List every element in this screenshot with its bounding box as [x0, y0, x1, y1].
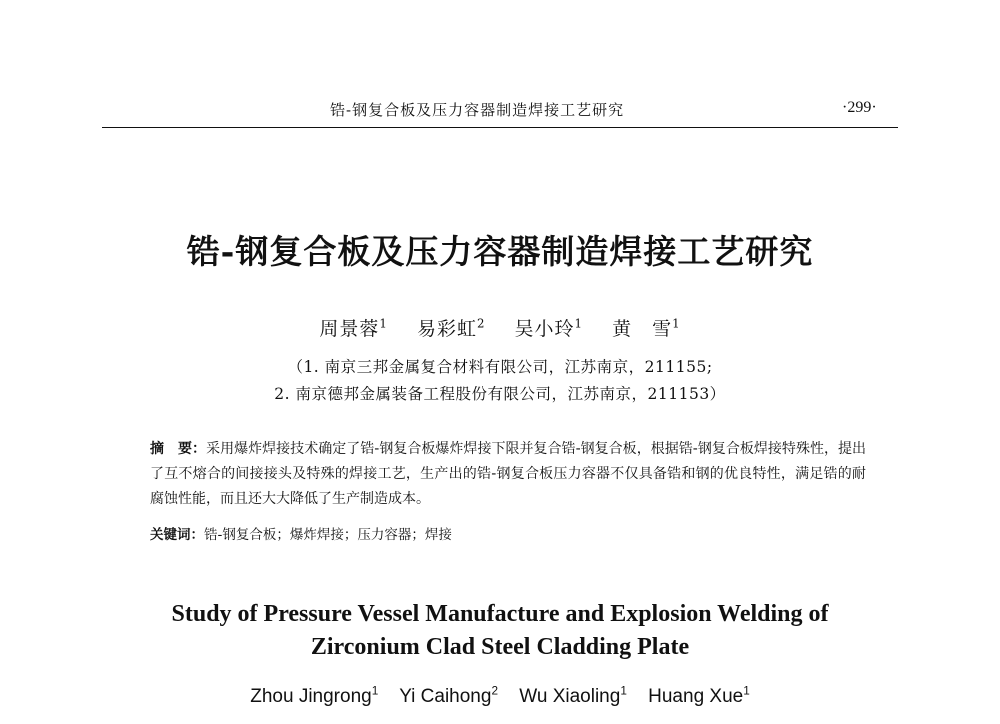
author-list-english [0, 686, 1000, 708]
paper-title-english-line-1: Study of Pressure Vessel Manufacture and Explosion Welding of [171, 601, 829, 627]
author-affiliation-mark: 1 [672, 316, 681, 331]
keywords [150, 523, 866, 543]
keywords-label: 关键词： [150, 527, 204, 543]
author-affiliation-mark: 1 [379, 316, 388, 331]
author-name: 吴小玲 [514, 318, 575, 340]
author-name: 周景蓉 [319, 318, 380, 340]
author-list-chinese [0, 314, 1000, 341]
abstract-label: 摘 要： [150, 441, 207, 457]
author-affiliation-mark: 1 [371, 684, 379, 698]
paper-title-english-line-2: Zirconium Clad Steel Cladding Plate [310, 634, 690, 660]
author-affiliation-mark: 2 [476, 316, 486, 331]
abstract-text: 采用爆炸焊接技术确定了锆-钢复合板爆炸焊接下限并复合锆-钢复合板，根据锆-钢复合板焊接特殊性，提出了互不熔合的间接接头及特殊的焊接工艺，生产出的锆-钢复合板压力容器不仅具备锆和钢的优良特性，满足锆的耐腐蚀性能，而且还大大降低了生产制造成本。 [150, 441, 867, 507]
header-rule [102, 127, 898, 128]
author-affiliation-mark: 1 [743, 684, 750, 698]
author-name: Wu Xiaoling [519, 686, 621, 707]
author-affiliation-mark: 2 [491, 684, 498, 698]
author-affiliation-mark: 1 [620, 684, 627, 698]
affiliation-line-1: （1. 南京三邦金属复合材料有限公司，江苏南京，211155; [287, 358, 713, 376]
keywords-text: 锆-钢复合板；爆炸焊接；压力容器；焊接 [204, 527, 452, 543]
author-name: 易彩虹 [416, 318, 477, 340]
page-number: ·299· [842, 99, 877, 116]
author-affiliation-mark: 1 [574, 316, 584, 331]
paper-title-chinese: 锆-钢复合板及压力容器制造焊接工艺研究 [186, 232, 814, 271]
abstract [150, 437, 866, 512]
paper-title-english [0, 598, 1000, 664]
author-name: 黄 雪 [612, 318, 673, 340]
running-header-title: 锆-钢复合板及压力容器制造焊接工艺研究 [330, 101, 625, 119]
author-name: Huang Xue [648, 686, 744, 707]
author-name: Yi Caihong [399, 686, 492, 707]
affiliation-line-2: 2. 南京德邦金属装备工程股份有限公司，江苏南京，211153） [274, 385, 726, 403]
author-name: Zhou Jingrong [250, 686, 372, 707]
